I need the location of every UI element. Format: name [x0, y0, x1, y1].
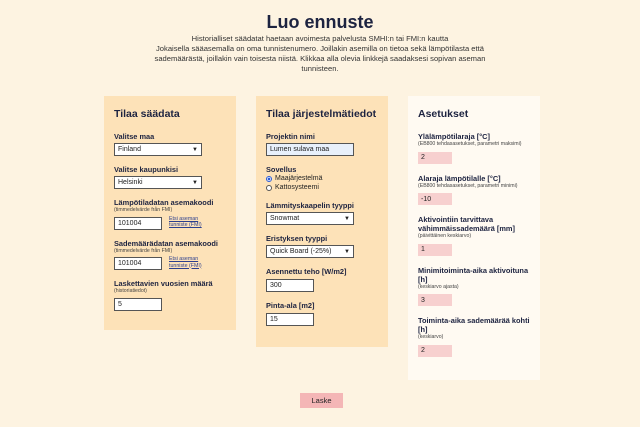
power-value: 300 [270, 282, 282, 289]
upper-limit-input[interactable] [418, 152, 452, 164]
project-value: Lumen sulava maa [270, 146, 330, 153]
min-time-input[interactable] [418, 294, 452, 306]
cable-label: Lämmityskaapelin tyyppi [266, 201, 354, 210]
cable-select[interactable] [266, 212, 354, 225]
upper-limit-hint: (EB800 tehdasasetukset, parametri maksimi) [418, 141, 522, 147]
min-time-label: Minimitoiminta-aika aktivoituna [h] [418, 265, 529, 284]
city-select[interactable] [114, 176, 202, 189]
page-title: Luo ennuste [266, 12, 374, 32]
rain-station-label: Sademäärädatan asemakoodi [114, 238, 218, 248]
activation-hint: (päivittäinen keskiarvo) [418, 233, 472, 239]
system-data-card [256, 96, 388, 347]
temp-station-label: Lämpötiladatan asemakoodi [114, 198, 214, 207]
city-label: Valitse kaupunkisi [114, 165, 179, 174]
area-label: Pinta-ala [m2] [266, 301, 315, 310]
per-rain-input[interactable] [418, 345, 452, 357]
intro-line: tunnisteen. [301, 64, 339, 73]
years-input[interactable] [114, 298, 162, 311]
project-input[interactable] [266, 143, 354, 156]
lower-limit-hint: (EB800 tehdasasetukset, parametri minimi) [418, 182, 518, 189]
calculate-button[interactable]: Laske [300, 393, 343, 408]
application-label: Sovellus [266, 165, 297, 174]
power-label: Asennettu teho [W/m2] [266, 267, 347, 276]
radio-empty-icon[interactable] [266, 185, 272, 191]
activation-value: 1 [421, 246, 425, 253]
cable-select-value: Snowmat [270, 215, 300, 222]
radio-selected-icon[interactable] [266, 176, 272, 182]
intro-line: Jokaisella sääasemalla on oma tunnistenumero. Joillakin asemilla on tietoa sekä lämpötilasta että [156, 44, 484, 53]
chevron-down-icon: ▼ [192, 179, 198, 186]
lower-limit-input[interactable] [418, 193, 452, 205]
lower-limit-value: -10 [421, 195, 432, 203]
upper-limit-label: Ylälämpötilaraja [°C] [418, 132, 490, 141]
insulation-select-value: Quick Board (-25%) [270, 248, 332, 255]
min-time-value: 3 [421, 296, 425, 304]
city-select-value: Helsinki [118, 179, 143, 186]
project-label: Projektin nimi [266, 132, 315, 141]
intro-text [150, 34, 490, 74]
weather-card-title: Tilaa säädata [114, 108, 180, 120]
area-input[interactable] [266, 313, 314, 326]
intro-line: sademäärästä, joillakin vain toisesta niistä. Klikkaa alla olevia linkkejä saadaksesi sopivan aseman [154, 54, 486, 63]
rain-station-link[interactable]: Etsi aseman tunniste (FMI) [169, 256, 202, 269]
per-rain-value: 2 [421, 347, 425, 354]
temp-station-link[interactable]: Etsi aseman tunniste (FMI) [169, 215, 202, 228]
years-label: Laskettavien vuosien määrä [114, 279, 213, 288]
system-card-title: Tilaa järjestelmätiedot [266, 108, 377, 120]
country-select[interactable] [114, 143, 202, 156]
insulation-select[interactable] [266, 245, 354, 258]
settings-card-title: Asetukset [418, 108, 469, 120]
activation-label: Aktivointiin tarvittava vähimmäissademäärä [mm] [418, 215, 515, 233]
temp-station-value: 101004 [118, 219, 142, 227]
application-option-label: Kattosysteemi [275, 184, 319, 191]
country-select-value: Finland [118, 146, 141, 153]
chevron-down-icon: ▼ [344, 248, 350, 255]
area-value: 15 [270, 316, 278, 323]
chevron-down-icon: ▼ [344, 215, 350, 222]
years-value: 5 [118, 300, 122, 308]
activation-input[interactable] [418, 244, 452, 256]
rain-station-hint: (timmedelvärde från FMI) [114, 247, 173, 254]
rain-station-value: 101004 [118, 260, 142, 267]
upper-limit-value: 2 [421, 154, 425, 161]
lower-limit-label: Alaraja lämpötilalle [°C] [418, 173, 501, 183]
country-label: Valitse maa [114, 132, 155, 141]
temp-station-input[interactable] [114, 217, 162, 230]
insulation-label: Eristyksen tyyppi [266, 234, 328, 243]
application-option-label: Maajärjestelmä [275, 175, 323, 182]
weather-data-card [104, 96, 236, 330]
power-input[interactable] [266, 279, 314, 292]
application-option-roof[interactable] [266, 183, 378, 192]
intro-line: Historialliset säädatat haetaan avoimesta palvelusta SMHI:n tai FMI:n kautta [191, 34, 449, 43]
rain-station-input[interactable] [114, 257, 162, 270]
application-option-ground[interactable] [266, 174, 378, 183]
settings-card [408, 96, 540, 380]
per-rain-hint: (keskiarvo) [418, 334, 444, 340]
min-time-hint: (keskiarvo ajasta) [418, 283, 459, 290]
chevron-down-icon: ▼ [192, 146, 198, 153]
temp-station-hint: (timmedelvärde från FMI) [114, 207, 173, 213]
per-rain-label: Toiminta-aika sademäärää kohti [h] [418, 316, 530, 334]
years-hint: (historiatiedot) [114, 288, 147, 294]
